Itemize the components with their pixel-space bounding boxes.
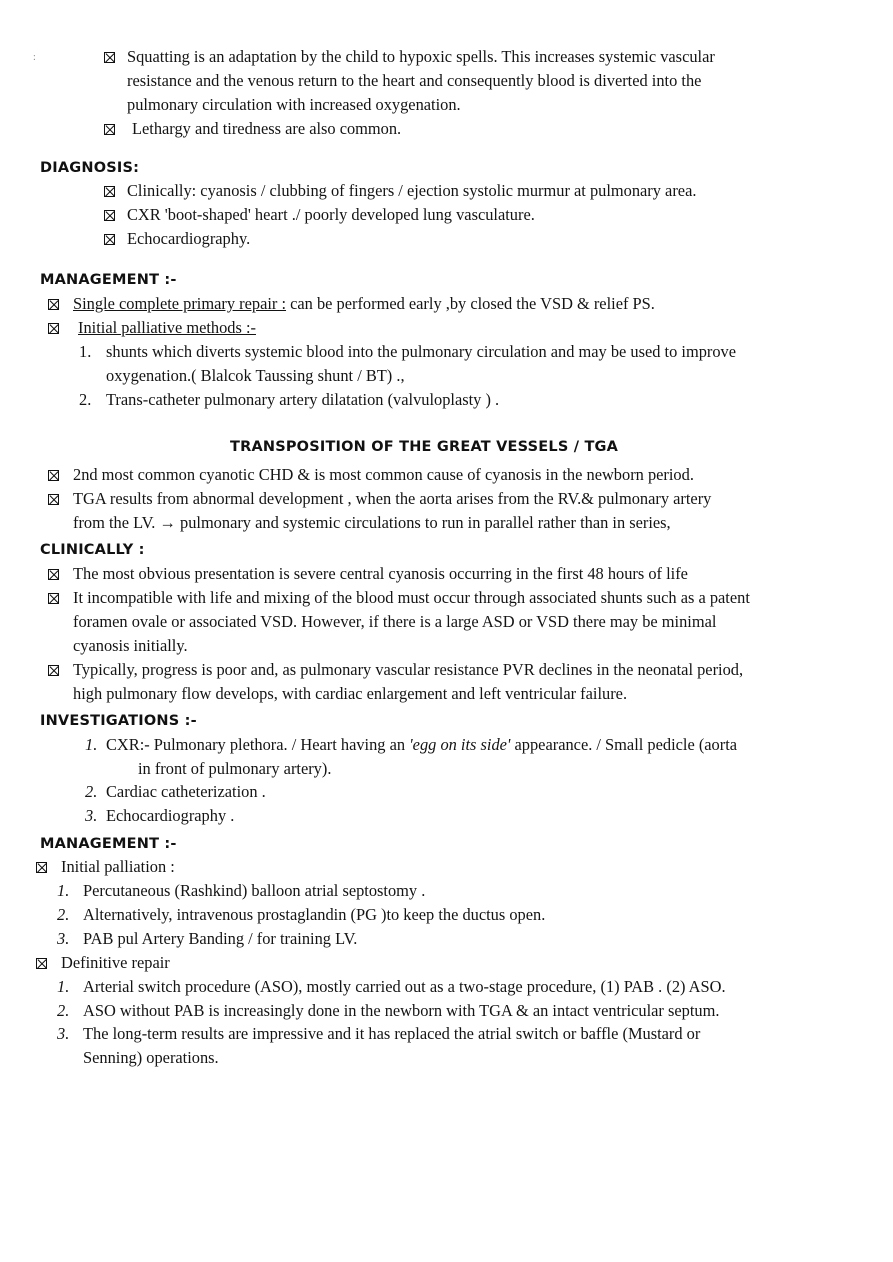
clinically-item-3-line-2: high pulmonary flow develops, with cardiac enlargement and left ventricular failure. (73, 684, 628, 703)
palliative-item-1-line-1: shunts which diverts systemic blood into the pulmonary circulation and may be used to improve (106, 342, 737, 361)
management-heading: MANAGEMENT :- (40, 836, 177, 852)
list-number: 1. (79, 342, 92, 361)
clinically-item-1: The most obvious presentation is severe central cyanosis occurring in the first 48 hours of life (73, 564, 688, 583)
investigation-cxr-text-2: appearance. / Small pedicle (aorta (510, 735, 738, 754)
management-heading: MANAGEMENT :- (40, 272, 177, 288)
primary-repair-line (73, 294, 655, 314)
list-number: 3. (57, 929, 70, 948)
checkbox-bullet-icon (48, 593, 59, 604)
definitive-item-3-line-2: Senning) operations. (83, 1048, 219, 1067)
palliation-item: Percutaneous (Rashkind) balloon atrial septostomy . (83, 881, 426, 900)
investigation-item-3: Echocardiography . (106, 806, 235, 825)
checkbox-bullet-icon (104, 234, 115, 245)
checkbox-bullet-icon (104, 124, 115, 135)
list-number: 1. (57, 977, 70, 996)
checkbox-bullet-icon (104, 210, 115, 221)
palliation-item: Alternatively, intravenous prostaglandin (PG )to keep the ductus open. (83, 905, 546, 924)
squatting-line-1: Squatting is an adaptation by the child to hypoxic spells. This increases systemic vascular (127, 47, 715, 66)
diagnosis-item: CXR 'boot-shaped' heart ./ poorly developed lung vasculature. (127, 205, 535, 224)
checkbox-bullet-icon (48, 569, 59, 580)
checkbox-bullet-icon (48, 299, 59, 310)
primary-repair-label: Single complete primary repair : (73, 294, 287, 313)
checkbox-bullet-icon (36, 958, 47, 969)
checkbox-bullet-icon (48, 323, 59, 334)
palliation-item: PAB pul Artery Banding / for training LV. (83, 929, 358, 948)
list-number: 1. (57, 881, 70, 900)
clinically-item-3-line-1: Typically, progress is poor and, as pulmonary vascular resistance PVR declines in the neonatal period, (73, 660, 744, 679)
list-number: 3. (57, 1024, 70, 1043)
squatting-line-3: pulmonary circulation with increased oxygenation. (127, 95, 461, 114)
egg-on-its-side: 'egg on its side' (409, 735, 511, 754)
definitive-item-1: Arterial switch procedure (ASO), mostly carried out as a two-stage procedure, (1) PAB . (2) ASO. (83, 977, 726, 996)
tga-title: TRANSPOSITION OF THE GREAT VESSELS / TGA (230, 439, 619, 455)
tga-intro-1: 2nd most common cyanotic CHD & is most common cause of cyanosis in the newborn period. (73, 465, 694, 484)
diagnosis-item: Echocardiography. (127, 229, 251, 248)
palliative-item-2: Trans-catheter pulmonary artery dilatation (valvuloplasty ) . (106, 390, 500, 409)
clinically-item-2-line-3: cyanosis initially. (73, 636, 188, 655)
list-number: 1. (85, 735, 98, 754)
checkbox-bullet-icon (36, 862, 47, 873)
definitive-label: Definitive repair (61, 953, 170, 972)
palliative-label: Initial palliative methods :- (78, 318, 256, 337)
definitive-item-3-line-1: The long-term results are impressive and it has replaced the atrial switch or baffle (Mustard or (83, 1024, 701, 1043)
lethargy-line: Lethargy and tiredness are also common. (132, 119, 402, 138)
tga-intro-2-line-1: TGA results from abnormal development , when the aorta arises from the RV.& pulmonary artery (73, 489, 712, 508)
investigation-cxr-cont: in front of pulmonary artery). (138, 759, 332, 778)
list-number: 2. (79, 390, 92, 409)
diagnosis-heading: DIAGNOSIS: (40, 160, 140, 176)
checkbox-bullet-icon (104, 52, 115, 63)
checkbox-bullet-icon (48, 470, 59, 481)
investigation-cxr-line (106, 735, 737, 755)
checkbox-bullet-icon (104, 186, 115, 197)
primary-repair-text: can be performed early ,by closed the VSD & relief PS. (286, 294, 655, 313)
palliative-item-1-line-2: oxygenation.( Blalcok Taussing shunt / BT) ., (106, 366, 405, 385)
list-number: 2. (57, 1001, 70, 1020)
squatting-line-2: resistance and the venous return to the heart and consequently blood is diverted into the (127, 71, 702, 90)
investigation-cxr-text: CXR:- Pulmonary plethora. / Heart having an (106, 735, 410, 754)
scan-mark: : (33, 52, 36, 63)
list-number: 2. (57, 905, 70, 924)
list-number: 2. (85, 782, 98, 801)
investigation-item-2: Cardiac catheterization . (106, 782, 266, 801)
definitive-item-2: ASO without PAB is increasingly done in the newborn with TGA & an intact ventricular septum. (83, 1001, 720, 1020)
investigations-heading: INVESTIGATIONS :- (40, 713, 197, 729)
tga-intro-2-line-2: from the LV. → pulmonary and systemic circulations to run in parallel rather than in series, (73, 513, 671, 532)
palliation-label: Initial palliation : (61, 857, 175, 876)
checkbox-bullet-icon (48, 665, 59, 676)
clinically-heading: CLINICALLY : (40, 542, 145, 558)
clinically-item-2-line-2: foramen ovale or associated VSD. However, if there is a large ASD or VSD there may be minimal (73, 612, 717, 631)
checkbox-bullet-icon (48, 494, 59, 505)
list-number: 3. (85, 806, 98, 825)
clinically-item-2-line-1: It incompatible with life and mixing of the blood must occur through associated shunts such as a patent (73, 588, 750, 607)
diagnosis-item: Clinically: cyanosis / clubbing of fingers / ejection systolic murmur at pulmonary area. (127, 181, 697, 200)
